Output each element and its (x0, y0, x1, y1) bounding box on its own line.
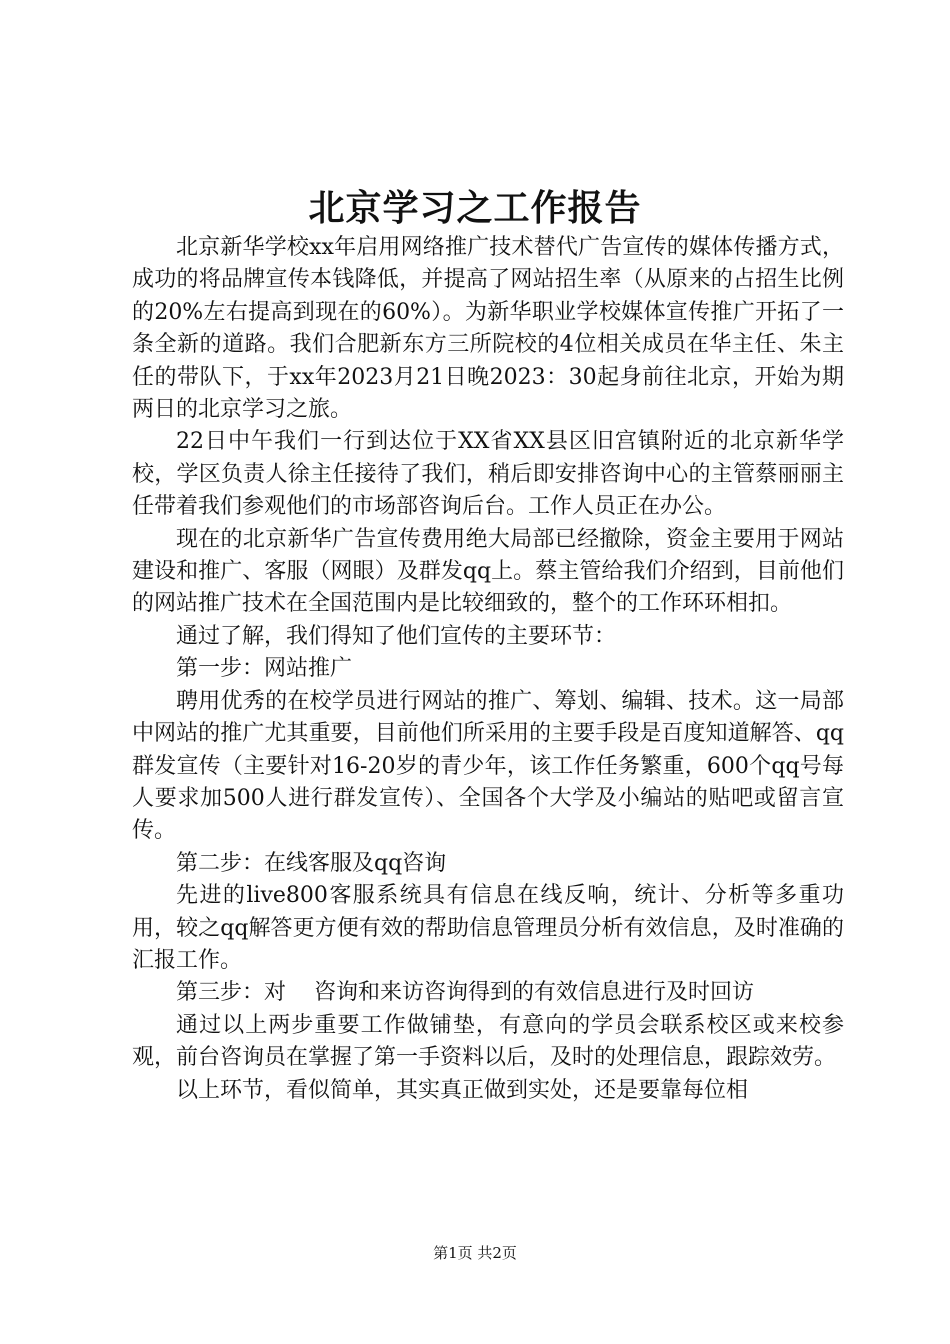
paragraph: 北京新华学校xx年启用网络推广技术替代广告宣传的媒体传播方式，成功的将品牌宣传本钱降低，并提高了网站招生率（从原来的占招生比例的20%左右提高到现在的60%）。为新华职业学校媒体宣传推广开拓了一条全新的道路。我们合肥新东方三所院校的4位相关成员在华主任、朱主任的带队下，于xx年2023月21日晚2023：30起身前往北京，开始为期两日的北京学习之旅。 (132, 235, 844, 423)
paragraph: 22日中午我们一行到达位于XX省XX县区旧宫镇附近的北京新华学校，学区负责人徐主任接待了我们，稍后即安排咨询中心的主管蔡丽丽主任带着我们参观他们的市场部咨询后台。工作人员正在办公。 (132, 429, 844, 520)
step-heading: 第三步：对 咨询和来访咨询得到的有效信息进行及时回访 (176, 980, 754, 1006)
paragraph: 先进的live800客服系统具有信息在线反响，统计、分析等多重功用，较之qq解答更方便有效的帮助信息管理员分析有效信息，及时准确的汇报工作。 (132, 883, 844, 973)
paragraph: 现在的北京新华广告宣传费用绝大局部已经撤除，资金主要用于网站建设和推广、客服（网眼）及群发qq上。蔡主管给我们介绍到，目前他们的网站推广技术在全国范围内是比较细致的，整个的工作环环相扣。 (132, 526, 844, 617)
document-body (132, 232, 844, 1107)
paragraph: 以上环节，看似简单，其实真正做到实处，还是要靠每位相 (176, 1077, 749, 1103)
step-heading: 第一步：网站推广 (176, 656, 353, 682)
step-heading: 第二步：在线客服及qq咨询 (176, 850, 447, 876)
page-number: 第1页 共2页 (433, 1244, 517, 1262)
document-title: 北京学习之工作报告 (308, 187, 642, 229)
paragraph: 通过了解，我们得知了他们宣传的主要环节： (176, 623, 617, 649)
paragraph: 聘用优秀的在校学员进行网站的推广、筹划、编辑、技术。这一局部中网站的推广尤其重要，目前他们所采用的主要手段是百度知道解答、qq群发宣传（主要针对16-20岁的青少年，该工作任务繁重，600个qq号每人要求加500人进行群发宣传）、全国各个大学及小编站的贴吧或留言宣传。 (132, 688, 844, 844)
paragraph: 通过以上两步重要工作做铺垫，有意向的学员会联系校区或来校参观，前台咨询员在掌握了第一手资料以后，及时的处理信息，跟踪效劳。 (132, 1012, 844, 1071)
